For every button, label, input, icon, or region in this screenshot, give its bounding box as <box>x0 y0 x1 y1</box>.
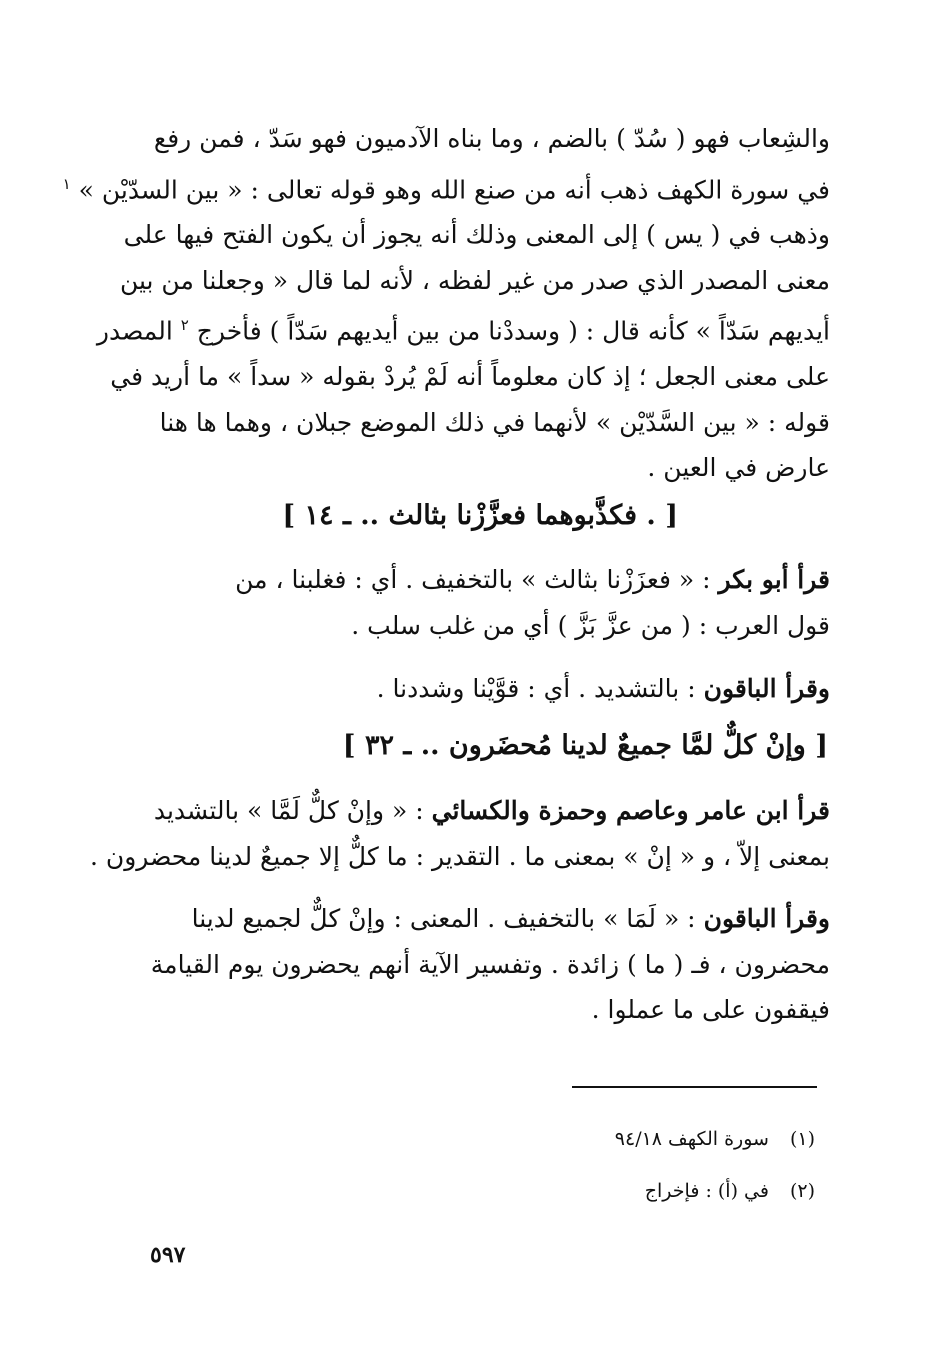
text-fragment: : بالتشديد . أي : قوَّيْنا وشددنا . <box>376 674 696 703</box>
text-fragment: : « وإنْ كلٌّ لَمَّا » بالتشديد <box>153 796 424 825</box>
paragraph-4 <box>89 788 830 879</box>
paragraph-2 <box>150 557 830 648</box>
paragraph-1 <box>62 116 830 491</box>
footnote-separator <box>572 1086 817 1088</box>
text-line <box>150 666 830 712</box>
text-line: والشِعاب فهو ( سُدّ ) بالضم ، وما بناه الآدميون فهو سَدّ ، فمن رفع <box>153 124 830 153</box>
text-line: قول العرب : ( من عزَّ بَزَّ ) أي من غلب سلب . <box>351 610 830 640</box>
text-fragment: في سورة الكهف ذهب أنه من صنع الله وهو قوله تعالى : « بين السدّيْن » <box>78 174 830 204</box>
text-fragment: : « لَمَا » بالتخفيف . المعنى : وإنْ كلٌّ لجميع لدينا <box>191 904 696 933</box>
footnote-text: سورة الكهف ٩٤/١٨ <box>614 1128 769 1150</box>
text-line <box>62 162 830 213</box>
text-line <box>96 303 830 354</box>
text-line: فيقفون على ما عملوا . <box>591 995 830 1024</box>
text-line: على معنى الجعل ؛ إذ كان معلوماً أنه لَمْ يُردْ بقوله « سداً » ما أريد في <box>110 362 830 392</box>
footnote-2 <box>645 1180 815 1202</box>
text-line <box>150 557 830 603</box>
text-fragment: : « فعزَزْنا بثالث » بالتخفيف . أي : فغلبنا ، من <box>235 565 711 594</box>
text-line <box>150 896 830 942</box>
footnote-marker-1: ١ <box>62 174 71 193</box>
verse-heading-14: [ . فكذَّبوهما فعزَّزْنا بثالث .. ـ ١٤ ] <box>282 500 678 531</box>
footnote-1 <box>615 1128 815 1150</box>
text-line <box>150 788 830 834</box>
reader-name: وقرأ الباقون <box>703 904 830 933</box>
text-fragment: أيديهم سَدّاً » كأنه قال : ( وسددْنا من بين أيديهم سَدّاً ) فأخرج <box>196 316 830 346</box>
reader-name: وقرأ الباقون <box>703 674 830 703</box>
footnote-marker-2: ٢ <box>180 316 189 335</box>
text-line: بمعنى إلاّ ، و « إنْ » بمعنى ما . التقدير : ما كلٌّ إلا جميعٌ لدينا محضرون . <box>89 841 830 871</box>
text-line: قوله : « بين السَّدّيْن » لأنهما في ذلك الموضع جبلان ، وهما ها هنا <box>159 407 830 437</box>
paragraph-3 <box>150 666 830 712</box>
text-fragment: المصدر <box>96 316 173 346</box>
text-line: محضرون ، فـ ( ما ) زائدة . وتفسير الآية أنهم يحضرون يوم القيامة <box>150 949 830 979</box>
reader-name: قرأ أبو بكر <box>718 565 830 594</box>
text-line: عارض في العين . <box>647 453 830 483</box>
verse-heading-32: [ وإنْ كلٌّ لمَّا جميعٌ لدينا مُحضَرون .. ـ ٣٢ ] <box>342 730 828 761</box>
paragraph-5 <box>150 896 830 1033</box>
footnote-number: (١) <box>789 1128 815 1150</box>
footnote-text: في (أ) : فإخراج <box>644 1180 769 1202</box>
page-number: ٥٩٧ <box>150 1242 186 1268</box>
text-line: معنى المصدر الذي صدر من غير لفظه ، لأنه لما قال « وجعلنا من بين <box>119 265 830 295</box>
footnote-number: (٢) <box>789 1180 815 1202</box>
text-line: وذهب في ( يس ) إلى المعنى وذلك أنه يجوز أن يكون الفتح فيها على <box>123 220 830 250</box>
reader-name: قرأ ابن عامر وعاصم وحمزة والكسائي <box>431 796 830 825</box>
